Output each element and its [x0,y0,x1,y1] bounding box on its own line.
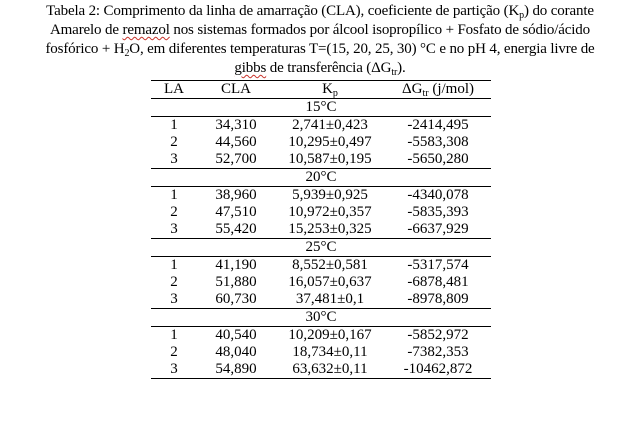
cell-la: 3 [170,151,178,167]
cell-cla: 38,960 [215,187,257,203]
cell-kp: 10,587±0,195 [288,151,372,167]
cell-kp: 10,295±0,497 [288,134,372,150]
table-row [151,274,491,291]
caption-text: nos sistemas formados por álcool isopropílico + Fosfato de sódio/ácido [169,22,590,38]
caption-line-2 [0,21,640,40]
caption-subscript: 2 [124,48,130,59]
table-row [151,327,491,345]
cell-cla: 54,890 [197,361,275,379]
table-row [151,291,491,309]
table-row [151,134,491,151]
temperature-row [151,169,491,187]
cell-la: 3 [151,361,197,379]
caption-text: ) do corante [524,3,594,19]
cell-kp: 15,253±0,325 [288,221,372,237]
cell-cla: 48,040 [215,344,257,360]
cell-la: 1 [170,327,178,343]
header-kp: $K_p$ [275,81,385,99]
table-header-row [151,81,491,99]
data-table [151,80,491,379]
cell-delta-g: -6878,481 [407,274,469,290]
cell-kp: 10,972±0,357 [288,204,372,220]
cell-cla: 44,560 [215,134,257,150]
spellcheck-word: remazol [122,22,170,38]
caption-text: Tabela 2: Comprimento da linha de amarração (CLA), coeficiente de partição (K [46,3,520,19]
caption-text: de transferência (ΔG [266,60,392,76]
caption-text: Amarelo de [49,22,123,38]
cell-delta-g: -7382,353 [407,344,469,360]
cell-kp: 37,481±0,1 [295,291,365,307]
cell-delta-g: -4340,078 [407,187,469,203]
header-cla: CLA [197,81,275,99]
header-la: LA [151,81,197,99]
cell-kp: 16,057±0,637 [288,274,372,290]
temperature-label: 20°C [151,169,491,187]
table-row [151,221,491,239]
cell-kp: 63,632±0,11 [275,361,385,379]
cell-cla: 34,310 [215,117,257,133]
cell-kp: 8,552±0,581 [292,257,368,273]
cell-cla: 47,510 [215,204,257,220]
cell-kp: 18,734±0,11 [292,344,368,360]
cell-la: 2 [170,274,178,290]
caption-line-4 [0,59,640,78]
cell-delta-g: -10462,872 [385,361,491,379]
cell-cla: 52,700 [215,151,257,167]
table-row [151,117,491,135]
cell-cla: 60,730 [215,291,257,307]
temperature-label: 30°C [151,309,491,327]
cell-delta-g: -5583,308 [407,134,469,150]
cell-kp: 2,741±0,423 [292,117,368,133]
cell-delta-g: -5317,574 [407,257,469,273]
cell-cla: 40,540 [215,327,257,343]
table-row [151,361,491,379]
temperature-row [151,239,491,257]
table-row [151,344,491,361]
cell-delta-g: -5650,280 [407,151,469,167]
cell-cla: 51,880 [215,274,257,290]
cell-la: 2 [170,344,178,360]
temperature-label: 25°C [151,239,491,257]
temperature-label: 15°C [151,99,491,117]
caption-text: O, em diferentes temperaturas T=(15, 20, 25, 30) °C e no pH 4, energia livre de [129,41,595,57]
cell-la: 3 [170,291,178,307]
cell-delta-g: -5835,393 [407,204,469,220]
table-row [151,151,491,169]
temperature-row [151,99,491,117]
cell-la: 2 [170,134,178,150]
cell-kp: 10,209±0,167 [288,327,372,343]
cell-kp: 5,939±0,925 [292,187,368,203]
table-caption [0,2,640,78]
cell-delta-g: -5852,972 [407,327,469,343]
cell-delta-g: -8978,809 [407,291,469,307]
cell-delta-g: -2414,495 [407,117,469,133]
cell-la: 2 [170,204,178,220]
cell-la: 3 [170,221,178,237]
header-delta-g: $\Delta G_{tr}$ (j/mol) [385,81,491,99]
cell-cla: 41,190 [215,257,257,273]
table-row [151,187,491,205]
table-row [151,204,491,221]
caption-subscript: p [519,10,525,21]
caption-text: ). [397,60,406,76]
spellcheck-word: gibbs [234,60,267,76]
cell-la: 1 [170,187,178,203]
table-row [151,257,491,275]
cell-la: 1 [170,117,178,133]
cell-delta-g: -6637,929 [407,221,469,237]
caption-subscript: tr [391,67,398,78]
caption-line-1 [0,2,640,21]
caption-text: fosfórico + H [45,41,125,57]
cell-la: 1 [170,257,178,273]
cell-cla: 55,420 [215,221,257,237]
temperature-row [151,309,491,327]
caption-line-3 [0,40,640,59]
